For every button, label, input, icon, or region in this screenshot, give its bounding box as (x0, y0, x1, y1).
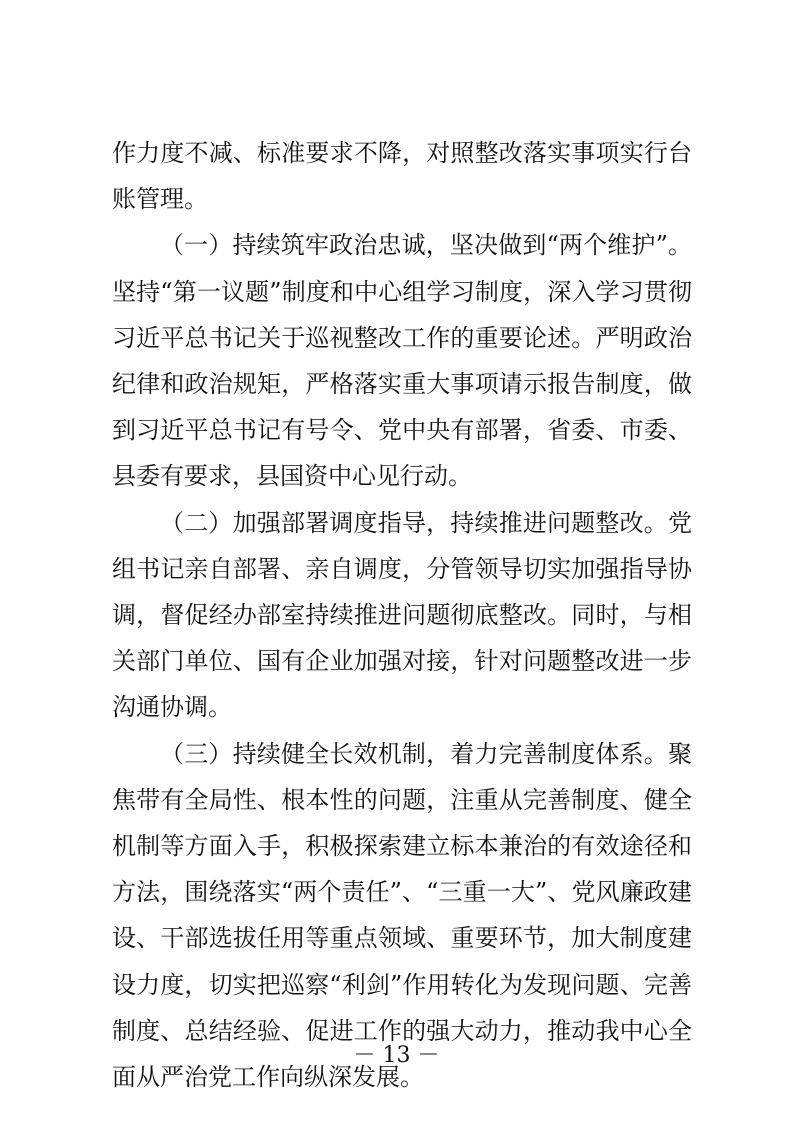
page-number: － 13 － (353, 1043, 440, 1068)
body-text (112, 130, 692, 1100)
paragraph-deployment-guidance: （二）加强部署调度指导，持续推进问题整改。党组书记亲自部署、亲自调度，分管领导切实加强指导协调，督促经办部室持续推进问题彻底整改。同时，与相关部门单位、国有企业加强对接，针对问题整改进一步沟通协调。 (112, 508, 692, 722)
paragraph-continuation: 作力度不减、标准要求不降，对照整改落实事项实行台账管理。 (112, 139, 692, 214)
paragraph-political-loyalty: （一）持续筑牢政治忠诚，坚决做到“两个维护”。坚持“第一议题”制度和中心组学习制度，深入学习贯彻习近平总书记关于巡视整改工作的重要论述。严明政治纪律和政治规矩，严格落实重大事项请示报告制度，做到习近平总书记有号令、党中央有部署，省委、市委、县委有要求，县国资中心见行动。 (112, 231, 692, 491)
paragraph-long-term-mechanism: （三）持续健全长效机制，着力完善制度体系。聚焦带有全局性、根本性的问题，注重从完善制度、健全机制等方面入手，积极探索建立标本兼治的有效途径和方法，围绕落实“两个责任”、“三重一大”、党风廉政建设、干部选拔任用等重点领域、重要环节，加大制度建设力度，切实把巡察“利剑”作用转化为发现问题、完善制度、总结经验、促进工作的强大动力，推动我中心全面从严治党工作向纵深发展。 (112, 739, 692, 1092)
